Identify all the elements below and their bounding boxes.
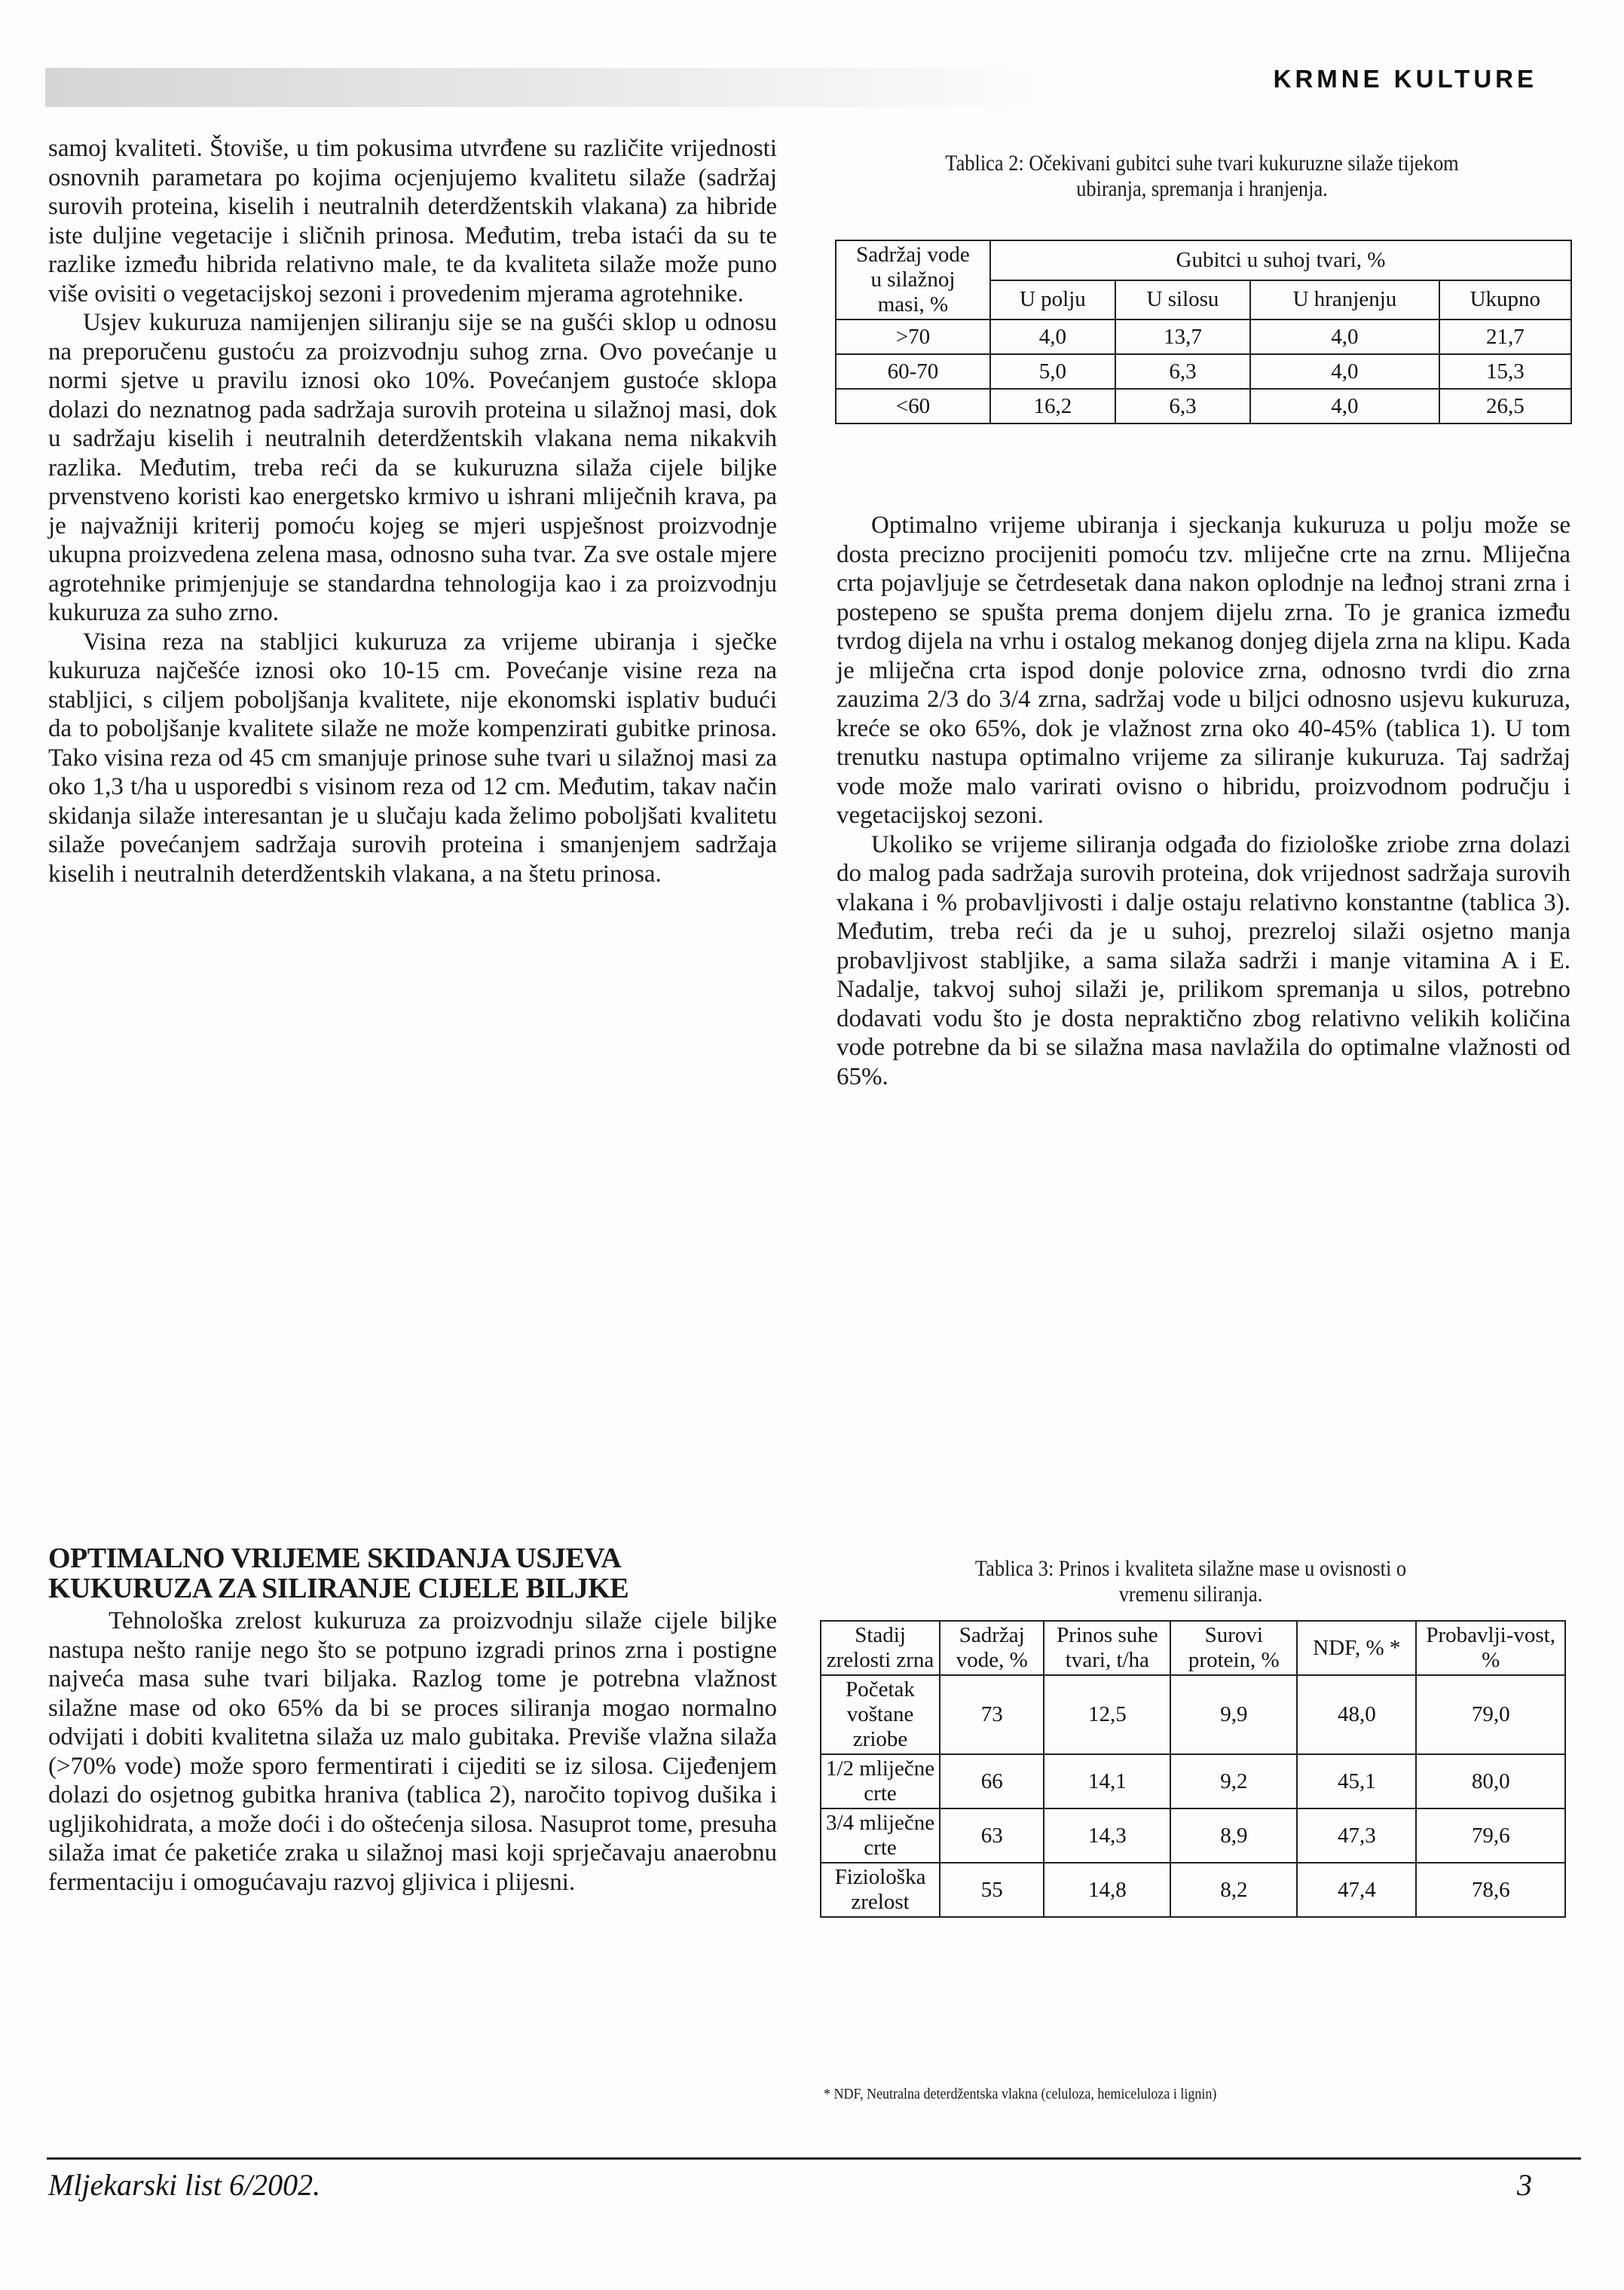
table-cell: 21,7 xyxy=(1439,319,1571,354)
heading-line: KUKURUZA ZA SILIRANJE CIJELE BILJKE xyxy=(48,1573,629,1604)
table-header-cell: NDF, % * xyxy=(1297,1621,1416,1675)
heading-paragraph-block xyxy=(48,1607,777,1897)
paragraph: Usjev kukuruza namijenjen siliranju sije se na gušći sklop u odnosu na preporučenu gustoću za proizvodnju suhog zrna. Ovo povećanje u normi sjetve u pravilu iznosi oko 10%. Povećanjem gustoće sklopa dolazi do neznatnog pada sadržaja surovih proteina u silažnoj masi, dok u sadržaju kiselih i neutralnih deterdžentskih vlakana nema nikakvih razlika. Međutim, treba reći da se kukuruzna silaža cijele biljke prvenstveno koristi kao energetsko krmivo u ishrani mliječnih krava, pa je najvažniji kriterij pomoću kojeg se mjeri uspješnost proizvodnje ukupna proizvedena zelena masa, odnosno suha tvar. Za sve ostale mjere agrotehnike primjenjuje se standardna tehnologija kao i za proizvodnju kukuruza za suho zrno. xyxy=(48,309,777,626)
table-cell: 4,0 xyxy=(1250,354,1439,389)
header-bar xyxy=(45,68,1040,107)
table3-caption xyxy=(799,1556,1583,1607)
paragraph: samoj kvaliteti. Štoviše, u tim pokusima utvrđene su različite vrijednosti osnovnih parametara po kojima ocjenjujemo kvalitetu silaže (sadržaj surovih proteina, kiselih i neutralnih deterdžentskih vlakana) za hibride iste duljine vegetacije i sličnih prinosa. Međutim, treba istaći da su te razlike između hibrida relativno male, te da kvaliteta silaže može puno više ovisiti o vegetacijskoj sezoni i provedenim mjerama agrotehnike. xyxy=(48,135,777,307)
table-header-cell: U silosu xyxy=(1115,280,1250,320)
caption-line: Tablica 2: Očekivani gubitci suhe tvari kukuruzne silaže tijekom xyxy=(945,151,1459,176)
table-row xyxy=(836,354,1571,389)
table-cell: 13,7 xyxy=(1115,319,1250,354)
table-row xyxy=(821,1754,1565,1808)
table-cell: 8,2 xyxy=(1170,1863,1297,1917)
heading-line: OPTIMALNO VRIJEME SKIDANJA USJEVA xyxy=(48,1542,622,1574)
table-cell: 47,3 xyxy=(1297,1808,1416,1863)
table-cell: 60-70 xyxy=(836,354,990,389)
table-header-cell: U polju xyxy=(990,280,1115,320)
table-cell: 3/4 mliječne crte xyxy=(821,1808,940,1863)
table-cell: 79,0 xyxy=(1416,1675,1565,1754)
paragraph: Optimalno vrijeme ubiranja i sjeckanja kukuruza u polju može se dosta precizno procijeniti pomoću tzv. mliječne crte na zrnu. Mliječna crta pojavljuje se četrdesetak dana nakon oplodnje na leđnoj strani zrna i postepeno se spušta prema donjem dijelu zrna. To je granica između tvrdog dijela na vrhu i ostalog mekanog donjeg dijela zrna na klipu. Kada je mliječna crta ispod donje polovice zrna, odnosno tvrdi dio zrna zauzima 2/3 do 3/4 zrna, sadržaj vode u biljci odnosno usjevu kukuruza, kreće se oko 65%, dok je vlažnost zrna oko 40-45% (tablica 1). U tom trenutku nastupa optimalno vrijeme za siliranje kukuruza. Taj sadržaj vode može malo varirati ovisno o hibridu, proizvodnom području i vegetacijskoj sezoni. xyxy=(836,512,1570,829)
section-heading xyxy=(48,1543,777,1604)
table-cell: >70 xyxy=(836,319,990,354)
page-number: 3 xyxy=(1517,2168,1532,2202)
header-text: u silažnoj xyxy=(870,268,956,292)
caption-line: vremenu siliranja. xyxy=(1118,1582,1263,1607)
table2-caption xyxy=(821,151,1583,202)
table-cell: 66 xyxy=(940,1754,1044,1808)
table-header-row xyxy=(836,240,1571,280)
table-header-cell: Prinos suhe tvari, t/ha xyxy=(1044,1621,1170,1675)
table-cell: 12,5 xyxy=(1044,1675,1170,1754)
table-row xyxy=(821,1808,1565,1863)
table-cell: 79,6 xyxy=(1416,1808,1565,1863)
table-cell: 47,4 xyxy=(1297,1863,1416,1917)
section-label: KRMNE KULTURE xyxy=(1273,65,1537,93)
table-cell: 80,0 xyxy=(1416,1754,1565,1808)
table-cell: Fiziološka zrelost xyxy=(821,1863,940,1917)
caption-line: ubiranja, spremanja i hranjenja. xyxy=(1076,176,1328,201)
paragraph: Tehnološka zrelost kukuruza za proizvodnju silaže cijele biljke nastupa nešto ranije nego što se potpuno izgradi prinos zrna i postigne najveća masa suhe tvari biljaka. Razlog tome je potrebna vlažnost silažne mase od oko 65% da bi se proces siliranja mogao normalno odvijati i dobiti kvalitetna silaža uz malo gubitaka. Previše vlažna silaža (>70% vode) može sporo fermentirati i cijediti se iz silosa. Cijeđenjem dolazi do osjetnog gubitka hraniva (tablica 2), naročito topivog dušika i ugljikohidrata, a može doći i do oštećenja silosa. Nasuprot tome, presuha silaža imat će paketiće zraka u silažnoj masi koji sprječavaju anaerobnu fermentaciju i omogućavaju razvoj gljivica i plijesni. xyxy=(48,1607,777,1896)
table-row xyxy=(836,319,1571,354)
journal-citation: Mljekarski list 6/2002. xyxy=(48,2168,321,2202)
table-cell: 14,1 xyxy=(1044,1754,1170,1808)
table-cell: 73 xyxy=(940,1675,1044,1754)
caption-line: Tablica 3: Prinos i kvaliteta silažne mase u ovisnosti o xyxy=(974,1556,1407,1581)
table-header-cell xyxy=(836,240,990,319)
table-cell: 48,0 xyxy=(1297,1675,1416,1754)
table-row xyxy=(821,1675,1565,1754)
table-header-cell: Gubitci u suhoj tvari, % xyxy=(990,240,1571,280)
table-cell: 55 xyxy=(940,1863,1044,1917)
header-text: Sadržaj vode xyxy=(856,243,970,267)
table-header-cell: Probavlji-vost, % xyxy=(1416,1621,1565,1675)
table-cell: <60 xyxy=(836,389,990,423)
table-cell: 16,2 xyxy=(990,389,1115,423)
table-header-row xyxy=(821,1621,1565,1675)
table-header-cell: Sadržaj vode, % xyxy=(940,1621,1044,1675)
table-cell: 6,3 xyxy=(1115,389,1250,423)
table-cell: 4,0 xyxy=(1250,389,1439,423)
paragraph: Ukoliko se vrijeme siliranja odgađa do fiziološke zriobe zrna dolazi do malog pada sadržaja surovih proteina, dok vrijednost sadržaja surovih vlakana i % probavljivosti i dalje ostaju relativno konstantne (tablica 3). Međutim, treba reći da je u suhoj, prezreloj silaži osjetno manja probavljivost stabljike, a sama silaža sadrži i manje vitamina A i E. Nadalje, takvoj suhoj silaži je, prilikom spremanja u silos, potrebno dodavati vodu što je dosta nepraktično zbog relativno velikih količina vode potrebne da bi se silažna masa navlažila do optimalne vlažnosti od 65%. xyxy=(836,830,1570,1090)
table-header-cell: Ukupno xyxy=(1439,280,1571,320)
table-header-cell: Surovi protein, % xyxy=(1170,1621,1297,1675)
header-text: masi, % xyxy=(877,292,949,316)
table-cell: 26,5 xyxy=(1439,389,1571,423)
table-cell: 4,0 xyxy=(1250,319,1439,354)
table-header-cell: U hranjenju xyxy=(1250,280,1439,320)
table-cell: 78,6 xyxy=(1416,1863,1565,1917)
footer-rule xyxy=(47,2157,1581,2160)
table-row xyxy=(821,1863,1565,1917)
table-cell: 1/2 mliječne crte xyxy=(821,1754,940,1808)
right-column xyxy=(836,511,1570,1091)
table-cell: 5,0 xyxy=(990,354,1115,389)
table3-footnote: * NDF, Neutralna deterdžentska vlakna (celuloza, hemiceluloza i lignin) xyxy=(824,2086,1217,2102)
table-cell: 14,3 xyxy=(1044,1808,1170,1863)
table-cell: 15,3 xyxy=(1439,354,1571,389)
table-cell: 14,8 xyxy=(1044,1863,1170,1917)
table3 xyxy=(820,1620,1566,1918)
table-cell: 9,9 xyxy=(1170,1675,1297,1754)
table2 xyxy=(835,240,1572,424)
table-cell: 4,0 xyxy=(990,319,1115,354)
table-cell: 63 xyxy=(940,1808,1044,1863)
table-header-cell: Stadij zrelosti zrna xyxy=(821,1621,940,1675)
table-cell: Početak voštane zriobe xyxy=(821,1675,940,1754)
left-column xyxy=(48,134,777,888)
paragraph: Visina reza na stabljici kukuruza za vrijeme ubiranja i sječke kukuruza najčešće iznosi oko 10-15 cm. Povećanje visine reza na stabljici, s ciljem poboljšanja kvalitete, nije ekonomski isplativ budući da to poboljšanje kvalitete silaže ne može kompenzirati gubitke prinosa. Tako visina reza od 45 cm smanjuje prinose suhe tvari u silažnoj masi za oko 1,3 t/ha u usporedbi s visinom reza od 12 cm. Međutim, takav način skidanja silaže interesantan je u slučaju kada želimo poboljšati kvalitetu silaže povećanjem sadržaja surovih proteina i smanjenjem sadržaja kiselih i neutralnih deterdžentskih vlakana, a na štetu prinosa. xyxy=(48,628,777,888)
table-cell: 8,9 xyxy=(1170,1808,1297,1863)
table-cell: 45,1 xyxy=(1297,1754,1416,1808)
table-cell: 9,2 xyxy=(1170,1754,1297,1808)
table-row xyxy=(836,389,1571,423)
table-cell: 6,3 xyxy=(1115,354,1250,389)
